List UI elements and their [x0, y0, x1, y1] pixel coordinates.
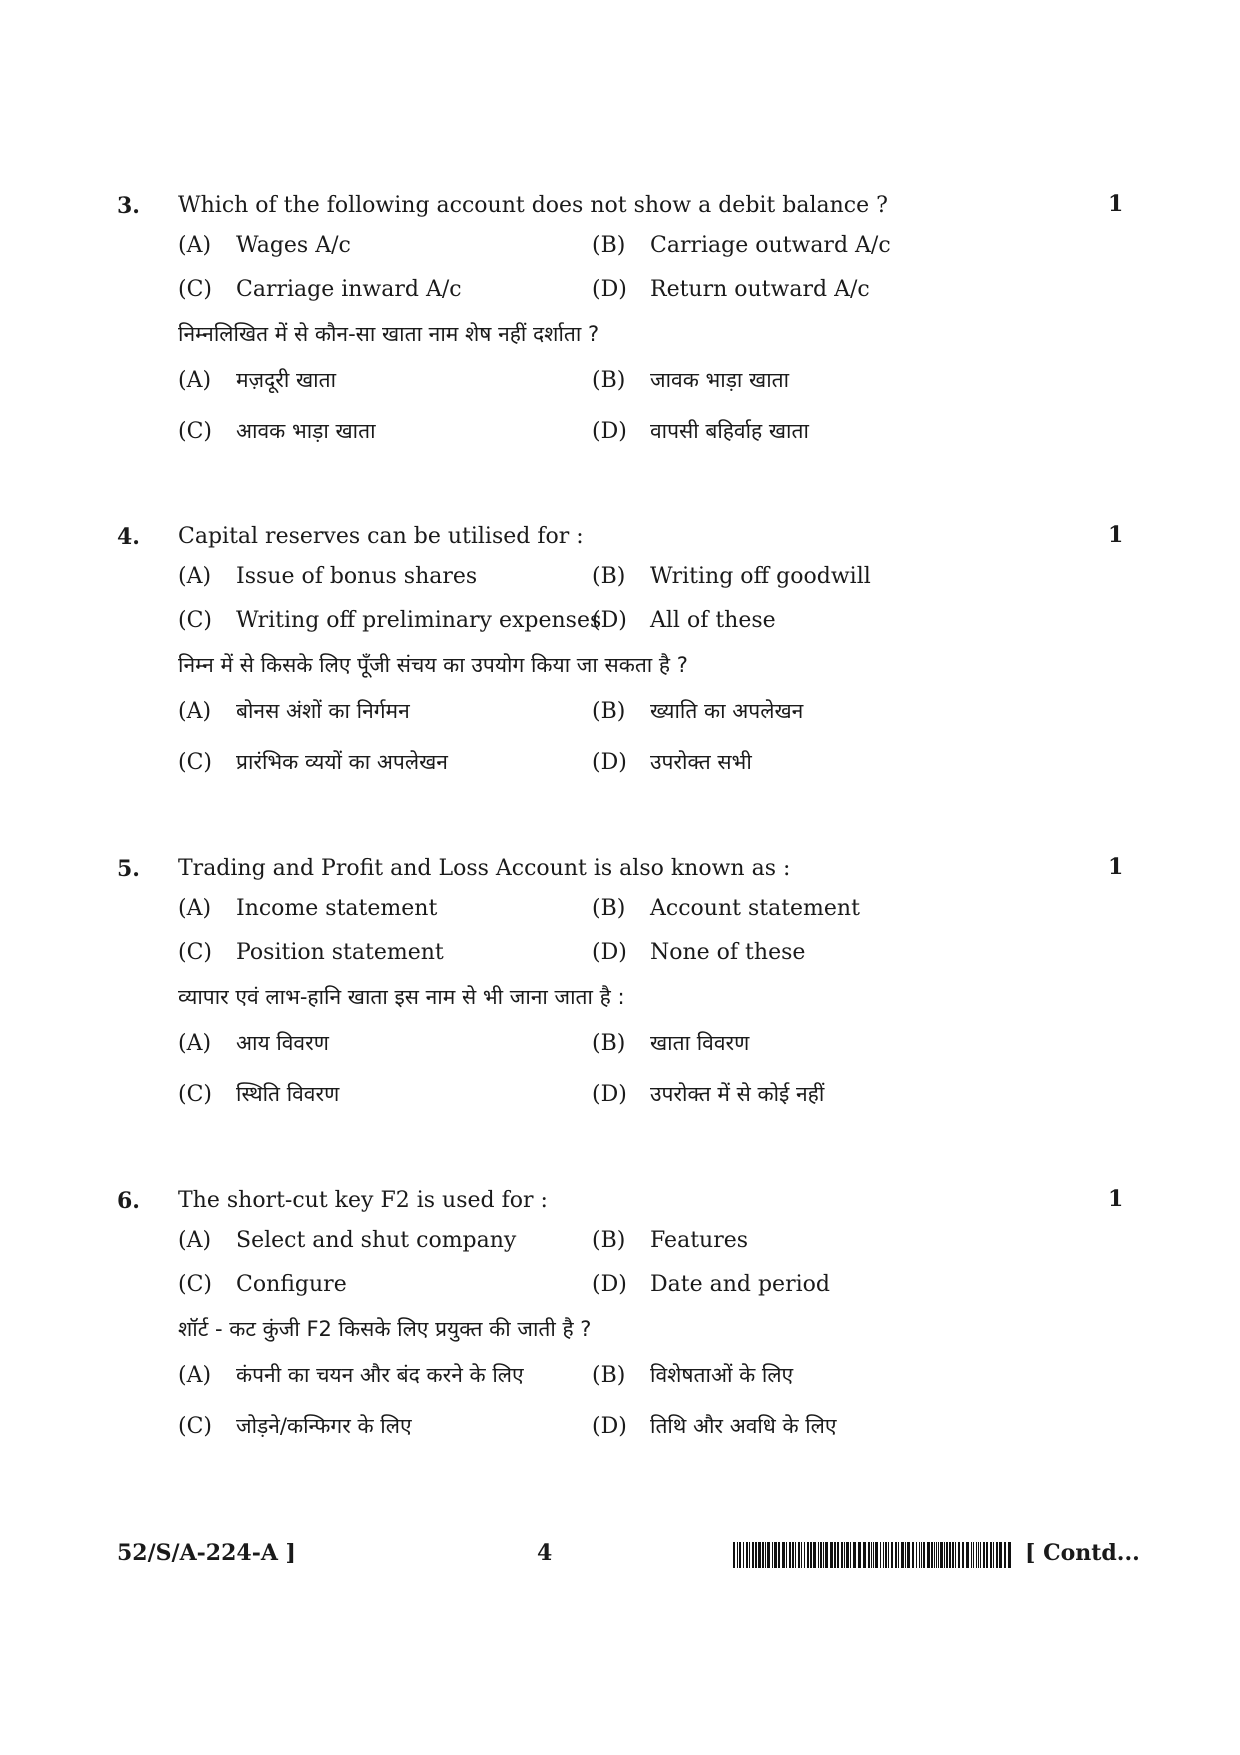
barcode-bar — [873, 1542, 874, 1568]
barcode-bar — [990, 1542, 992, 1568]
barcode-bar — [853, 1542, 856, 1568]
answer-option — [592, 1080, 824, 1108]
answer-option — [178, 1080, 339, 1108]
option-label: (C) — [178, 419, 212, 444]
answer-option — [592, 748, 752, 776]
barcode-bar — [801, 1542, 802, 1568]
option-text: Income statement — [236, 896, 438, 921]
barcode-bar — [912, 1542, 914, 1568]
option-text: मज़दूरी खाता — [236, 368, 337, 392]
answer-option — [592, 277, 870, 302]
barcode-bar — [946, 1542, 948, 1568]
barcode-bar — [746, 1542, 748, 1568]
option-text: कंपनी का चयन और बंद करने के लिए — [236, 1363, 524, 1387]
option-text: None of these — [650, 940, 806, 965]
barcode-bar — [841, 1542, 843, 1568]
answer-option — [592, 233, 891, 258]
option-label: (B) — [592, 896, 626, 921]
barcode-bar — [837, 1542, 839, 1568]
option-label: (C) — [178, 1082, 212, 1107]
option-label: (A) — [178, 368, 212, 393]
barcode-bar — [980, 1542, 981, 1568]
page-footer — [0, 1540, 1240, 1576]
option-text: विशेषताओं के लिए — [650, 1363, 794, 1387]
option-text: Carriage inward A/c — [236, 277, 462, 302]
answer-option — [592, 417, 809, 445]
question-text-hindi: शॉर्ट - कट कुंजी F2 किसके लिए प्रयुक्त की जाती है ? — [178, 1317, 592, 1341]
barcode-bar — [798, 1542, 800, 1568]
option-label: (B) — [592, 368, 626, 393]
question-marks: 1 — [1108, 522, 1124, 548]
barcode-bar — [818, 1542, 819, 1568]
barcode-icon — [733, 1542, 1013, 1568]
barcode-bar — [830, 1542, 833, 1568]
question-marks: 1 — [1108, 191, 1124, 217]
option-text: आवक भाड़ा खाता — [236, 419, 376, 443]
option-text: बोनस अंशों का निर्गमन — [236, 699, 410, 723]
barcode-bar — [743, 1542, 744, 1568]
question-text: Which of the following account does not show a debit balance ? — [178, 193, 888, 218]
barcode-bar — [936, 1542, 937, 1568]
option-text: Date and period — [650, 1272, 830, 1297]
option-label: (B) — [592, 1363, 626, 1388]
option-text: Configure — [236, 1272, 347, 1297]
barcode-bar — [931, 1542, 933, 1568]
barcode-bar — [834, 1542, 836, 1568]
option-text: वापसी बहिर्वाह खाता — [650, 419, 809, 443]
barcode-bar — [825, 1542, 828, 1568]
question-text-hindi: व्यापार एवं लाभ-हानि खाता इस नाम से भी जाना जाता है : — [178, 985, 625, 1009]
barcode-bar — [986, 1542, 988, 1568]
answer-option — [592, 608, 776, 633]
question-number: 4. — [117, 524, 140, 550]
answer-option — [592, 564, 871, 589]
option-label: (D) — [592, 277, 627, 302]
barcode-bar — [858, 1542, 861, 1568]
barcode-bar — [844, 1542, 845, 1568]
barcode-bar — [755, 1542, 757, 1568]
barcode-bar — [983, 1542, 985, 1568]
barcode-bar — [952, 1542, 954, 1568]
question-number: 5. — [117, 856, 140, 882]
answer-option — [178, 748, 448, 776]
barcode-bar — [762, 1542, 764, 1568]
barcode-bar — [792, 1542, 794, 1568]
answer-option — [178, 417, 376, 445]
answer-option — [178, 1029, 329, 1057]
option-label: (B) — [592, 564, 626, 589]
option-text: उपरोक्त सभी — [650, 750, 752, 774]
option-text: Writing off preliminary expenses — [236, 608, 602, 633]
barcode-bar — [820, 1542, 822, 1568]
option-label: (B) — [592, 1228, 626, 1253]
option-label: (B) — [592, 1031, 626, 1056]
option-label: (D) — [592, 750, 627, 775]
question-text: The short-cut key F2 is used for : — [178, 1188, 548, 1213]
option-label: (C) — [178, 277, 212, 302]
barcode-bar — [875, 1542, 878, 1568]
barcode-bar — [993, 1542, 994, 1568]
option-label: (A) — [178, 564, 212, 589]
barcode-bar — [786, 1542, 787, 1568]
option-label: (B) — [592, 233, 626, 258]
barcode-bar — [958, 1542, 960, 1568]
barcode-bar — [891, 1542, 893, 1568]
barcode-bar — [846, 1542, 849, 1568]
barcode-bar — [919, 1542, 920, 1568]
barcode-bar — [813, 1542, 816, 1568]
option-text: जोड़ने/कन्फिगर के लिए — [236, 1414, 412, 1438]
answer-option — [178, 896, 437, 921]
question-number: 3. — [117, 193, 140, 219]
option-text: Select and shut company — [236, 1228, 517, 1253]
answer-option — [592, 1029, 749, 1057]
barcode-bar — [850, 1542, 851, 1568]
barcode-bar — [868, 1542, 870, 1568]
option-text: उपरोक्त में से कोई नहीं — [650, 1082, 825, 1106]
answer-option — [178, 940, 444, 965]
barcode-bar — [927, 1542, 930, 1568]
barcode-bar — [976, 1542, 977, 1568]
barcode-bar — [940, 1542, 943, 1568]
barcode-bar — [795, 1542, 796, 1568]
answer-option — [178, 1228, 516, 1253]
option-label: (A) — [178, 896, 212, 921]
answer-option — [178, 608, 601, 633]
barcode-bar — [789, 1542, 791, 1568]
option-text: तिथि और अवधि के लिए — [650, 1414, 837, 1438]
barcode-bar — [749, 1542, 750, 1568]
barcode-bar — [1004, 1542, 1006, 1568]
answer-option — [178, 1361, 524, 1389]
barcode-bar — [733, 1542, 735, 1568]
barcode-bar — [804, 1542, 805, 1568]
barcode-bar — [923, 1542, 925, 1568]
barcode-bar — [807, 1542, 809, 1568]
barcode-bar — [905, 1542, 906, 1568]
barcode-bar — [765, 1542, 766, 1568]
answer-option — [178, 564, 477, 589]
option-label: (C) — [178, 608, 212, 633]
option-text: Issue of bonus shares — [236, 564, 478, 589]
barcode-bar — [944, 1542, 945, 1568]
option-text: प्रारंभिक व्ययों का अपलेखन — [236, 750, 448, 774]
option-label: (C) — [178, 940, 212, 965]
answer-option — [592, 1361, 793, 1389]
answer-option — [592, 896, 860, 921]
answer-option — [592, 1272, 830, 1297]
barcode-bar — [810, 1542, 812, 1568]
option-label: (B) — [592, 699, 626, 724]
answer-option — [178, 1272, 347, 1297]
option-label: (A) — [178, 233, 212, 258]
option-text: Writing off goodwill — [650, 564, 871, 589]
barcode-bar — [739, 1542, 741, 1568]
question-text: Trading and Profit and Loss Account is also known as : — [178, 856, 791, 881]
barcode-bar — [767, 1542, 770, 1568]
option-label: (C) — [178, 1414, 212, 1439]
option-label: (A) — [178, 1363, 212, 1388]
option-text: Carriage outward A/c — [650, 233, 891, 258]
barcode-bar — [999, 1542, 1002, 1568]
option-label: (D) — [592, 1272, 627, 1297]
option-label: (D) — [592, 1082, 627, 1107]
barcode-bar — [971, 1542, 972, 1568]
question-marks: 1 — [1108, 1186, 1124, 1212]
barcode-bar — [934, 1542, 935, 1568]
option-text: Wages A/c — [236, 233, 351, 258]
option-label: (D) — [592, 1414, 627, 1439]
option-text: खाता विवरण — [650, 1031, 750, 1055]
option-text: जावक भाड़ा खाता — [650, 368, 790, 392]
barcode-bar — [978, 1542, 979, 1568]
question-number: 6. — [117, 1188, 140, 1214]
paper-code: 52/S/A-224-A ] — [117, 1540, 296, 1566]
barcode-bar — [916, 1542, 917, 1568]
barcode-bar — [871, 1542, 872, 1568]
option-label: (A) — [178, 1228, 212, 1253]
option-text: Position statement — [236, 940, 444, 965]
barcode-bar — [898, 1542, 899, 1568]
barcode-bar — [883, 1542, 884, 1568]
answer-option — [592, 1412, 837, 1440]
answer-option — [592, 1228, 748, 1253]
question-text-hindi: निम्नलिखित में से कौन-सा खाता नाम शेष नहीं दर्शाता ? — [178, 322, 600, 346]
page-number: 4 — [537, 1540, 553, 1566]
answer-option — [592, 940, 805, 965]
answer-option — [592, 697, 803, 725]
option-label: (C) — [178, 1272, 212, 1297]
barcode-bar — [880, 1542, 881, 1568]
option-text: ख्याति का अपलेखन — [650, 699, 804, 723]
barcode-bar — [949, 1542, 951, 1568]
barcode-bar — [772, 1542, 773, 1568]
barcode-bar — [973, 1542, 974, 1568]
barcode-bar — [966, 1542, 969, 1568]
barcode-bar — [895, 1542, 897, 1568]
answer-option — [178, 277, 462, 302]
barcode-bar — [901, 1542, 904, 1568]
question-text-hindi: निम्न में से किसके लिए पूँजी संचय का उपयोग किया जा सकता है ? — [178, 653, 688, 677]
continued-label: [ Contd... — [1025, 1540, 1140, 1566]
barcode-bar — [1008, 1542, 1011, 1568]
option-text: Return outward A/c — [650, 277, 870, 302]
answer-option — [592, 366, 789, 394]
barcode-bar — [737, 1542, 738, 1568]
barcode-bar — [938, 1542, 939, 1568]
barcode-bar — [885, 1542, 887, 1568]
barcode-bar — [752, 1542, 754, 1568]
answer-option — [178, 697, 410, 725]
option-label: (A) — [178, 699, 212, 724]
option-label: (D) — [592, 419, 627, 444]
barcode-bar — [907, 1542, 910, 1568]
option-text: Account statement — [650, 896, 860, 921]
barcode-bar — [758, 1542, 761, 1568]
option-label: (A) — [178, 1031, 212, 1056]
question-marks: 1 — [1108, 854, 1124, 880]
answer-option — [178, 366, 336, 394]
answer-option — [178, 1412, 412, 1440]
barcode-bar — [778, 1542, 780, 1568]
barcode-bar — [863, 1542, 866, 1568]
option-text: आय विवरण — [236, 1031, 329, 1055]
barcode-bar — [921, 1542, 922, 1568]
option-label: (D) — [592, 608, 627, 633]
option-text: Features — [650, 1228, 749, 1253]
barcode-bar — [996, 1542, 998, 1568]
option-text: स्थिति विवरण — [236, 1082, 340, 1106]
option-label: (D) — [592, 940, 627, 965]
barcode-bar — [823, 1542, 824, 1568]
answer-option — [178, 233, 351, 258]
option-text: All of these — [650, 608, 776, 633]
question-text: Capital reserves can be utilised for : — [178, 524, 584, 549]
barcode-bar — [962, 1542, 964, 1568]
barcode-bar — [782, 1542, 785, 1568]
barcode-bar — [888, 1542, 889, 1568]
barcode-bar — [774, 1542, 777, 1568]
option-label: (C) — [178, 750, 212, 775]
barcode-bar — [955, 1542, 956, 1568]
